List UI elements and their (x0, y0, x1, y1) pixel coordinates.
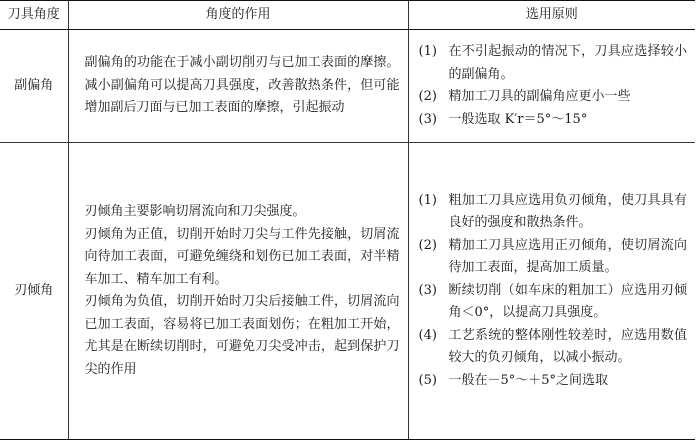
rule-item (419, 190, 688, 235)
rule-item (419, 325, 688, 370)
header-selection-principle: 选用原则 (408, 1, 695, 30)
rule-item (419, 370, 688, 393)
row-angle-effect (68, 30, 408, 143)
rule-text: 粗加工刀具应选用负刃倾角，使刀具具有良好的强度和散热条件。 (448, 192, 687, 231)
rule-item (419, 109, 688, 132)
rule-text: 精加工刀具的副偏角应更小一些 (448, 89, 631, 104)
effect-paragraph: 刃倾角为负值，切削开始时刀尖后接触工件，切屑流向已加工表面，容易将已加工表面划伤；在粗加工开始，尤其是在断续切削时，可避免刀尖受冲击，起到保护刀尖的作用 (84, 294, 400, 377)
rule-number: (4) (418, 327, 437, 343)
rule-number: (1) (418, 44, 437, 59)
header-tool-angle: 刀具角度 (0, 1, 68, 30)
rule-text: 在不引起振动的情况下，刀具应选择较小的副偏角。 (448, 44, 687, 82)
effect-paragraph: 副偏角的功能在于减小副切削刃与已加工表面的摩擦。减小副偏角可以提高刀具强度，改善散热条件，但可能增加副后刀面与已加工表面的摩擦，引起振动 (84, 55, 400, 116)
rule-item (419, 86, 688, 109)
row-selection-rules (408, 143, 695, 440)
row-angle-name: 刃倾角 (0, 143, 68, 440)
rule-number: (2) (418, 89, 437, 104)
effect-paragraph: 刃倾角为正值，切削开始时刀尖与工件先接触，切屑流向待加工表面，可避免缠绕和划伤已加工表面，对半精车加工、精车加工有利。 (84, 226, 400, 287)
rule-text: 工艺系统的整体刚性较差时，应选用数值较大的负刃倾角，以减小振动。 (448, 327, 687, 366)
header-angle-effect: 角度的作用 (68, 1, 408, 30)
row-angle-name: 副偏角 (0, 30, 68, 143)
row-selection-rules (408, 30, 695, 143)
table-row (0, 30, 695, 143)
table-header-row (0, 1, 695, 30)
rule-number: (3) (418, 282, 437, 298)
rule-number: (1) (418, 192, 437, 208)
rule-number: (3) (418, 111, 437, 127)
effect-paragraph: 刃倾角主要影响切屑流向和刀尖强度。 (84, 204, 306, 219)
rule-number: (2) (418, 237, 437, 253)
rule-number: (5) (418, 372, 437, 388)
rule-item (419, 41, 688, 86)
rule-text: 一般选取 K′r＝5°～15° (448, 111, 588, 127)
rule-text: 断续切削（如车床的粗加工）应选用刃倾角＜0°，以提高刀具强度。 (448, 282, 687, 321)
rule-text: 精加工刀具应选用正刃倾角，使切屑流向待加工表面，提高加工质量。 (448, 237, 687, 276)
row-angle-effect (68, 143, 408, 440)
rule-item (419, 280, 688, 325)
rule-item (419, 235, 688, 280)
rule-text: 一般在－5°～＋5°之间选取 (448, 372, 609, 388)
table-row (0, 143, 695, 440)
